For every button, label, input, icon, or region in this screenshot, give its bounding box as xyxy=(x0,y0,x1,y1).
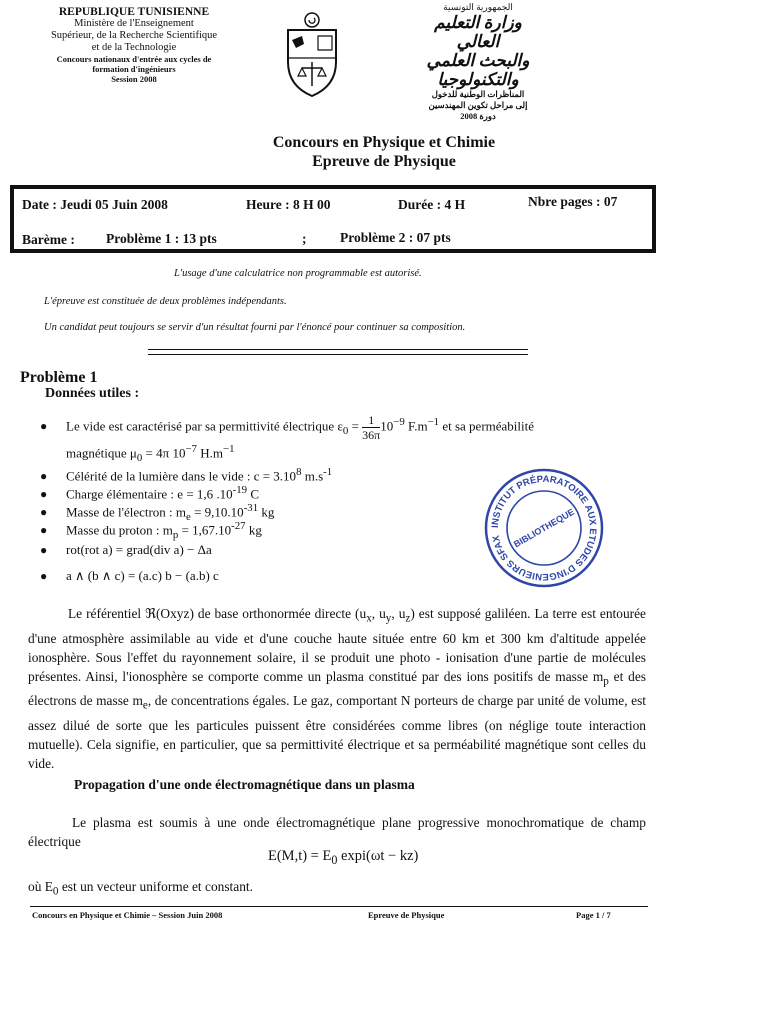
paragraph-text: est supposé galiléen. La terre est entourée d'une atmosphère assimilable au vide et d'une couche haute située entre 60 km et 300 km d'altitude appelée ionosphère. Sous l'effet du rayonnement solaire, il se produit une photo - ionisation d'une partie de molécules présentes. Ainsi, l'ionosphère se comporte comme un plasma constitué par des ions positifs de masse m xyxy=(28,606,646,684)
item-text: kg xyxy=(245,522,262,538)
contest-line: formation d'ingénieurs xyxy=(92,64,176,74)
paragraph-text: et des électrons de masse m xyxy=(28,668,646,709)
item-text: Masse de l'électron : m xyxy=(66,504,187,520)
paper-title: Epreuve de Physique xyxy=(312,153,456,170)
arabic-ministry-header xyxy=(418,2,538,122)
page-number: Page 1 / 7 xyxy=(576,910,611,920)
item-text: Le vide est caractérisé par sa permittivité électrique ε xyxy=(66,418,343,434)
item-text: F.m xyxy=(404,418,428,434)
superscript: −1 xyxy=(427,416,440,429)
subscript: 0 xyxy=(331,852,338,867)
numerator: 1 xyxy=(362,413,380,428)
vector-definition-line xyxy=(28,877,646,902)
grading-label: Barème : xyxy=(22,232,75,247)
equation-text: expi(ωt − kz) xyxy=(337,848,419,864)
section-heading: Propagation d'une onde électromagnétique dans un plasma xyxy=(74,777,415,792)
library-stamp xyxy=(482,466,606,590)
bullet-icon: ● xyxy=(40,505,48,520)
bullet-icon: ● xyxy=(40,523,48,538)
bullet-icon: ● xyxy=(40,543,48,557)
session-line: Session 2008 xyxy=(111,74,157,84)
vector-identity: a ∧ (b ∧ c) = (a.c) b − (a.b) c xyxy=(66,568,219,583)
paragraph-text: , de concentrations égales. Le gaz, comportant N porteurs de charge par unité de volume, est assez dilué de sorte que les particules puissent être considérées comme libres (on néglige toute interaction mutuelle). Cela signifie, en particulier, que sa permittivité électrique et sa perméabilité magnétique sont celles du vide. xyxy=(28,693,647,772)
republic-name: REPUBLIQUE TUNISIENNE xyxy=(58,6,210,18)
structure-note: L'épreuve est constituée de deux problèmes indépendants. xyxy=(44,296,287,307)
electric-field-equation xyxy=(268,848,418,868)
footer-divider xyxy=(30,906,648,907)
separator: ; xyxy=(302,231,307,246)
vector-identity: rot(rot a) = grad(div a) − Δa xyxy=(66,542,212,557)
item-text: et sa perméabilité xyxy=(439,418,535,434)
bullet-icon: ● xyxy=(40,469,48,484)
superscript: 8 xyxy=(296,466,302,478)
item-text: C xyxy=(247,486,260,502)
item-text: = 9,10.10 xyxy=(190,504,244,520)
list-item-continuation xyxy=(66,443,235,464)
fraction xyxy=(362,413,380,442)
wave-paragraph xyxy=(28,813,646,851)
ministry-line: Ministère de l'Enseignement xyxy=(74,18,194,29)
item-text: Charge élémentaire : e = 1,6 .10 xyxy=(66,486,233,502)
list-item xyxy=(40,568,219,584)
subscript: 0 xyxy=(52,885,59,898)
list-item xyxy=(40,520,262,541)
exam-date: Date : Jeudi 05 Juin 2008 xyxy=(22,197,168,212)
paragraph-text: où E xyxy=(28,879,53,894)
subscript: y xyxy=(385,612,392,625)
exam-info-box xyxy=(10,185,656,253)
superscript: -19 xyxy=(232,484,248,496)
denominator: 36π xyxy=(362,428,381,442)
superscript: -27 xyxy=(231,520,246,532)
superscript: -31 xyxy=(243,502,259,514)
superscript: −7 xyxy=(185,443,197,455)
superscript: −9 xyxy=(393,416,405,429)
problem2-points: Problème 2 : 07 pts xyxy=(340,230,451,245)
bullet-icon: ● xyxy=(40,487,48,502)
arabic-contest-line: إلى مراحل تكوين المهندسين xyxy=(428,100,528,110)
equation-text: E(M,t) = E xyxy=(268,848,332,864)
tunisia-coat-of-arms-emblem xyxy=(282,10,342,100)
item-text: = 1,67.10 xyxy=(178,522,232,538)
list-item xyxy=(40,466,332,484)
problem1-title: Problème 1 xyxy=(20,369,98,386)
footer-paper: Epreuve de Physique xyxy=(368,910,445,920)
stamp-center-text: BIBLIOTHEQUE xyxy=(512,506,576,550)
basis-vectors: (u xyxy=(355,606,367,621)
arabic-contest-line: المناظرات الوطنية للدخول xyxy=(431,89,525,99)
arabic-ministry-line: والبحث العلمي والتكنولوجيا xyxy=(426,51,530,89)
paragraph-text: Le référentiel ℜ(Oxyz) de base orthonormée directe xyxy=(68,606,356,621)
list-item xyxy=(40,413,534,442)
item-text: 10 xyxy=(380,418,394,434)
arabic-session-line: دورة 2008 xyxy=(460,111,496,121)
page-count: Nbre pages : 07 xyxy=(528,194,618,209)
item-text: kg xyxy=(258,504,275,520)
item-text: magnétique μ xyxy=(66,445,137,461)
subscript: 0 xyxy=(342,425,349,438)
superscript: −1 xyxy=(222,443,235,455)
ministry-line: et de la Technologie xyxy=(91,42,177,53)
problem1-intro-paragraph: Le référentiel ℜ(Oxyz) de base orthonormée directe ($u_x$, $u_y$, $u_z$) est supposé galiléen. La terre est entourée d'une atmosphère assimilable au vide et d'une couche haute située entre 60 km et 300 km d'altitude appelée ionosphère. Sous l'effet du rayonnement solaire, il se produit une photo - ionisation d'une partie de molécules présentes. Ainsi, l'ionosphère se comporte comme un plasma constitué par des ions positifs de masse $m_p$ et des électrons de masse $m_e$, de concentrations égales. Le gaz, comportant N porteurs de charge par unité de volume, est assez dilué de sorte que les particules puissent être considérées comme libres (on néglige toute interaction mutuelle). Cela signifie, en particulier, que sa permittivité électrique et sa perméabilité magnétique sont celles du vide. xyxy=(28,606,647,772)
item-text: m.s xyxy=(301,468,324,484)
item-text: = 4π 10 xyxy=(142,445,186,461)
subscript: x xyxy=(366,612,372,625)
exam-time: Heure : 8 H 00 xyxy=(246,197,331,212)
contest-title: Concours en Physique et Chimie xyxy=(272,134,496,151)
calculator-note: L'usage d'une calculatrice non programmable est autorisé. xyxy=(174,268,422,279)
stamp-ring-text: INSTITUT PRÉPARATOIRE AUX ETUDES D'INGENIEURS SFAX xyxy=(489,473,599,583)
subscript: e xyxy=(142,700,148,713)
footer-contest: Concours en Physique et Chimie – Session Juin 2008 xyxy=(32,910,223,920)
subscript: z xyxy=(405,612,411,625)
ministry-line: Supérieur, de la Recherche Scientifique xyxy=(50,30,218,41)
subscript: p xyxy=(172,528,179,541)
item-text: = xyxy=(348,418,363,434)
contest-line: Concours nationaux d'entrée aux cycles de xyxy=(56,54,212,64)
bullet-icon: ● xyxy=(40,569,48,583)
problem1-points: Problème 1 : 13 pts xyxy=(106,231,217,246)
bullet-icon: ● xyxy=(40,419,48,434)
arabic-republic-name: الجمهورية التونسية xyxy=(443,2,513,12)
paragraph-text: est un vecteur uniforme et constant. xyxy=(58,879,253,894)
superscript: -1 xyxy=(323,466,333,478)
subscript: p xyxy=(603,675,609,688)
double-divider xyxy=(148,349,528,355)
subscript: 0 xyxy=(136,451,143,464)
exam-title xyxy=(0,133,768,171)
item-text: Masse du proton : m xyxy=(66,522,173,538)
useful-data-heading: Données utiles : xyxy=(45,386,140,401)
subscript: e xyxy=(186,510,191,523)
paragraph-text: Le plasma est soumis à une onde électromagnétique plane progressive monochromatique de champ électrique xyxy=(28,815,646,849)
arabic-ministry-line: وزارة التعليم العالي xyxy=(434,13,522,51)
list-item xyxy=(40,542,212,558)
ministry-header xyxy=(14,6,254,84)
item-text: H.m xyxy=(196,445,223,461)
exam-duration: Durée : 4 H xyxy=(398,197,466,212)
item-text: Célérité de la lumière dans le vide : c = 3.10 xyxy=(66,468,297,484)
results-note: Un candidat peut toujours se servir d'un résultat fourni par l'énoncé pour continuer sa composition. xyxy=(44,322,466,333)
list-item xyxy=(40,484,259,502)
